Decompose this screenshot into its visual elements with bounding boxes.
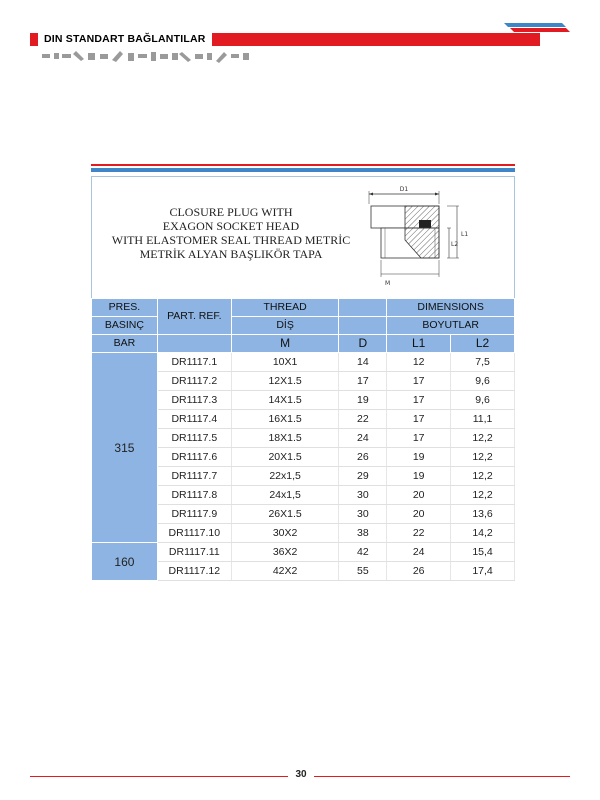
l2-cell: 15,4 — [451, 543, 515, 562]
thread-cell: 42X2 — [231, 562, 339, 581]
panel-blue-line — [91, 168, 515, 172]
l2-label: L2 — [451, 241, 459, 248]
d-cell: 14 — [339, 353, 387, 372]
header-l1: L1 — [387, 335, 451, 353]
footer-line-left — [30, 776, 288, 777]
header-bar: BAR — [92, 335, 158, 353]
l1-cell: 17 — [387, 372, 451, 391]
product-title-line: EXAGON SOCKET HEAD — [162, 219, 300, 233]
pressure-cell: 315 — [92, 353, 158, 543]
product-title-line: WITH ELASTOMER SEAL THREAD METRİC — [111, 233, 351, 247]
footer-line-right — [314, 776, 570, 777]
thread-cell: 22x1,5 — [231, 467, 339, 486]
header-empty — [339, 317, 387, 335]
thread-cell: 26X1.5 — [231, 505, 339, 524]
d-cell: 26 — [339, 448, 387, 467]
thread-cell: 12X1.5 — [231, 372, 339, 391]
l2-cell: 11,1 — [451, 410, 515, 429]
l2-cell: 12,2 — [451, 448, 515, 467]
d-cell: 19 — [339, 391, 387, 410]
part-ref-cell: DR1117.3 — [157, 391, 231, 410]
d-cell: 42 — [339, 543, 387, 562]
l2-cell: 12,2 — [451, 429, 515, 448]
part-ref-cell: DR1117.6 — [157, 448, 231, 467]
d-cell: 17 — [339, 372, 387, 391]
d-cell: 24 — [339, 429, 387, 448]
table-header-row — [92, 299, 515, 317]
header-thread: THREAD — [231, 299, 339, 317]
l2-cell: 14,2 — [451, 524, 515, 543]
d-cell: 30 — [339, 486, 387, 505]
part-ref-cell: DR1117.9 — [157, 505, 231, 524]
part-ref-cell: DR1117.1 — [157, 353, 231, 372]
panel-red-line — [91, 164, 515, 166]
page-number: 30 — [295, 769, 307, 780]
l2-cell: 9,6 — [451, 372, 515, 391]
header-basinc: BASINÇ — [92, 317, 158, 335]
d1-label: D1 — [399, 186, 409, 193]
l1-cell: 20 — [387, 486, 451, 505]
header-empty — [157, 335, 231, 353]
d-cell: 38 — [339, 524, 387, 543]
part-ref-cell: DR1117.2 — [157, 372, 231, 391]
header-dis: DİŞ — [231, 317, 339, 335]
l1-cell: 20 — [387, 505, 451, 524]
header-stripes-decoration — [500, 20, 572, 34]
d-cell: 55 — [339, 562, 387, 581]
l1-cell: 17 — [387, 410, 451, 429]
l2-cell: 7,5 — [451, 353, 515, 372]
thread-cell: 10X1 — [231, 353, 339, 372]
table-row — [92, 353, 515, 372]
part-ref-cell: DR1117.8 — [157, 486, 231, 505]
header-dimensions: DIMENSIONS — [387, 299, 515, 317]
d-cell: 30 — [339, 505, 387, 524]
thread-cell: 14X1.5 — [231, 391, 339, 410]
part-ref-cell: DR1117.5 — [157, 429, 231, 448]
l1-cell: 19 — [387, 467, 451, 486]
l1-cell: 12 — [387, 353, 451, 372]
thread-cell: 20X1.5 — [231, 448, 339, 467]
part-ref-cell: DR1117.12 — [157, 562, 231, 581]
product-title-line: METRİK ALYAN BAŞLIKÖR TAPA — [139, 247, 323, 261]
spec-table — [91, 298, 515, 581]
part-ref-cell: DR1117.11 — [157, 543, 231, 562]
l1-cell: 22 — [387, 524, 451, 543]
l1-cell: 17 — [387, 429, 451, 448]
l2-cell: 17,4 — [451, 562, 515, 581]
l2-cell: 12,2 — [451, 486, 515, 505]
header-d: D — [339, 335, 387, 353]
plug-technical-drawing — [355, 184, 475, 292]
thread-cell: 16X1.5 — [231, 410, 339, 429]
thread-cell: 30X2 — [231, 524, 339, 543]
header-pres: PRES. — [92, 299, 158, 317]
d-cell: 22 — [339, 410, 387, 429]
l1-cell: 26 — [387, 562, 451, 581]
part-ref-cell: DR1117.7 — [157, 467, 231, 486]
product-title — [91, 205, 371, 261]
l1-cell: 17 — [387, 391, 451, 410]
header-empty — [339, 299, 387, 317]
product-title-line: CLOSURE PLUG WITH — [169, 205, 293, 219]
section-title: DIN STANDART BAĞLANTILAR — [38, 32, 212, 46]
header-l2: L2 — [451, 335, 515, 353]
d-cell: 29 — [339, 467, 387, 486]
table-row — [92, 543, 515, 562]
header-m: M — [231, 335, 339, 353]
l2-cell: 13,6 — [451, 505, 515, 524]
header-part-ref: PART. REF. — [157, 299, 231, 335]
l2-cell: 9,6 — [451, 391, 515, 410]
table-header-row — [92, 317, 515, 335]
header-boyutlar: BOYUTLAR — [387, 317, 515, 335]
thread-cell: 36X2 — [231, 543, 339, 562]
l1-cell: 19 — [387, 448, 451, 467]
fittings-icons-strip — [40, 48, 260, 66]
table-header-row — [92, 335, 515, 353]
l2-cell: 12,2 — [451, 467, 515, 486]
thread-cell: 18X1.5 — [231, 429, 339, 448]
part-ref-cell: DR1117.10 — [157, 524, 231, 543]
m-label: M — [385, 280, 391, 287]
thread-cell: 24x1,5 — [231, 486, 339, 505]
pressure-cell: 160 — [92, 543, 158, 581]
l1-cell: 24 — [387, 543, 451, 562]
l1-label: L1 — [461, 231, 469, 238]
part-ref-cell: DR1117.4 — [157, 410, 231, 429]
